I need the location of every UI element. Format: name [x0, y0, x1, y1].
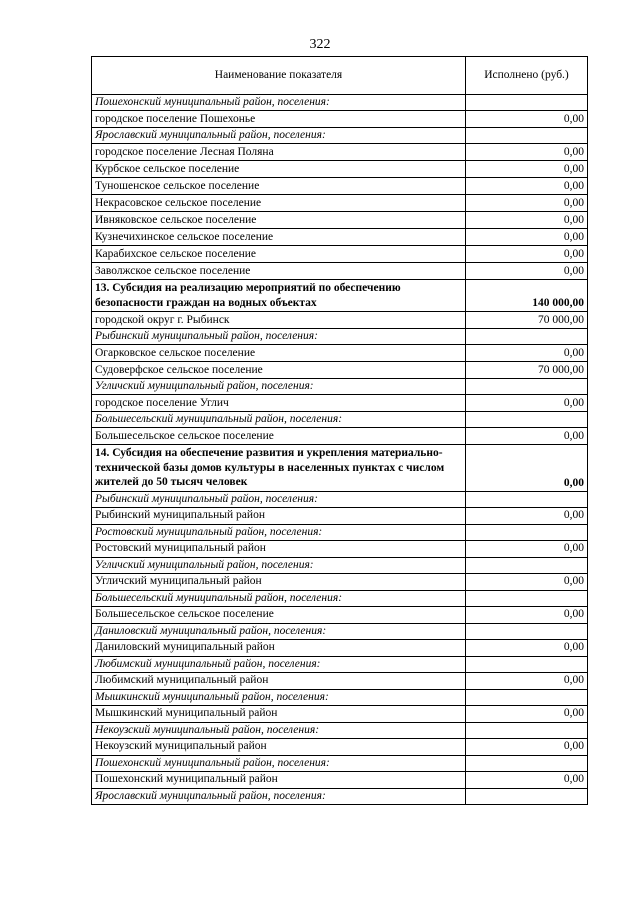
- row-value: 0,00: [466, 771, 588, 788]
- row-value: 0,00: [466, 705, 588, 722]
- row-value: 0,00: [466, 428, 588, 445]
- row-name: 13. Субсидия на реализацию мероприятий по обеспечению безопасности граждан на водных объектах: [92, 280, 466, 312]
- row-value: 0,00: [466, 263, 588, 280]
- row-name: Курбское сельское поселение: [92, 161, 466, 178]
- row-name: Некоузский муниципальный район, поселения:: [92, 722, 466, 738]
- row-name: Ивняковское сельское поселение: [92, 212, 466, 229]
- row-value: [466, 95, 588, 111]
- row-name: Туношенское сельское поселение: [92, 178, 466, 195]
- row-name: Огарковское сельское поселение: [92, 345, 466, 362]
- row-name: Рыбинский муниципальный район, поселения:: [92, 491, 466, 507]
- row-value: 0,00: [466, 229, 588, 246]
- row-value: [466, 491, 588, 507]
- table-row: [92, 345, 588, 362]
- row-value: [466, 689, 588, 705]
- table-row: [92, 738, 588, 755]
- table-row: [92, 212, 588, 229]
- row-value: 0,00: [466, 639, 588, 656]
- row-value: 0,00: [466, 161, 588, 178]
- row-value: 70 000,00: [466, 362, 588, 379]
- table-row: [92, 672, 588, 689]
- report-table: [91, 56, 588, 805]
- table-row: [92, 178, 588, 195]
- group-row: [92, 379, 588, 395]
- row-name: Угличский муниципальный район, поселения:: [92, 379, 466, 395]
- group-row: [92, 623, 588, 639]
- row-value: [466, 329, 588, 345]
- row-value: 140 000,00: [466, 280, 588, 312]
- row-name: Большесельское сельское поселение: [92, 606, 466, 623]
- row-value: [466, 590, 588, 606]
- row-value: [466, 656, 588, 672]
- row-value: 0,00: [466, 606, 588, 623]
- group-row: [92, 128, 588, 144]
- row-name: Некоузский муниципальный район: [92, 738, 466, 755]
- table-row: [92, 540, 588, 557]
- row-value: [466, 788, 588, 804]
- row-value: 0,00: [466, 212, 588, 229]
- group-row: [92, 524, 588, 540]
- row-name: городской округ г. Рыбинск: [92, 312, 466, 329]
- row-name: Пошехонский муниципальный район: [92, 771, 466, 788]
- row-name: Мышкинский муниципальный район, поселения:: [92, 689, 466, 705]
- row-value: 0,00: [466, 507, 588, 524]
- table-row: [92, 362, 588, 379]
- row-value: 70 000,00: [466, 312, 588, 329]
- row-name: Мышкинский муниципальный район: [92, 705, 466, 722]
- row-value: 0,00: [466, 738, 588, 755]
- group-row: [92, 557, 588, 573]
- row-value: [466, 722, 588, 738]
- row-value: 0,00: [466, 111, 588, 128]
- row-name: Ярославский муниципальный район, поселения:: [92, 128, 466, 144]
- row-value: [466, 557, 588, 573]
- row-name: Ярославский муниципальный район, поселения:: [92, 788, 466, 804]
- group-row: [92, 329, 588, 345]
- table-row: [92, 428, 588, 445]
- table-row: [92, 312, 588, 329]
- row-value: 0,00: [466, 540, 588, 557]
- group-row: [92, 491, 588, 507]
- row-value: [466, 128, 588, 144]
- row-name: Карабихское сельское поселение: [92, 246, 466, 263]
- table-row: [92, 111, 588, 128]
- row-name: Любимский муниципальный район: [92, 672, 466, 689]
- row-name: Кузнечихинское сельское поселение: [92, 229, 466, 246]
- section-row: [92, 445, 588, 492]
- row-name: Любимский муниципальный район, поселения:: [92, 656, 466, 672]
- row-name: Угличский муниципальный район: [92, 573, 466, 590]
- table-row: [92, 161, 588, 178]
- header-value-column: Исполнено (руб.): [466, 57, 588, 95]
- row-value: 0,00: [466, 395, 588, 412]
- table-row: [92, 771, 588, 788]
- row-name: Ростовский муниципальный район, поселения:: [92, 524, 466, 540]
- row-value: 0,00: [466, 445, 588, 492]
- row-value: 0,00: [466, 144, 588, 161]
- row-value: [466, 755, 588, 771]
- row-name: Некрасовское сельское поселение: [92, 195, 466, 212]
- page-number: 322: [309, 37, 331, 52]
- section-row: [92, 280, 588, 312]
- table-row: [92, 507, 588, 524]
- table-row: [92, 573, 588, 590]
- group-row: [92, 755, 588, 771]
- row-name: Пошехонский муниципальный район, поселения:: [92, 755, 466, 771]
- row-value: 0,00: [466, 195, 588, 212]
- row-name: Пошехонский муниципальный район, поселения:: [92, 95, 466, 111]
- row-value: 0,00: [466, 178, 588, 195]
- row-name: городское поселение Пошехонье: [92, 111, 466, 128]
- group-row: [92, 656, 588, 672]
- row-name: городское поселение Углич: [92, 395, 466, 412]
- row-name: Судоверфское сельское поселение: [92, 362, 466, 379]
- row-name: Угличский муниципальный район, поселения:: [92, 557, 466, 573]
- table-row: [92, 195, 588, 212]
- row-value: [466, 524, 588, 540]
- row-name: Заволжское сельское поселение: [92, 263, 466, 280]
- row-name: городское поселение Лесная Поляна: [92, 144, 466, 161]
- row-name: Рыбинский муниципальный район, поселения:: [92, 329, 466, 345]
- row-value: [466, 623, 588, 639]
- table-body: [92, 95, 588, 805]
- row-name: Даниловский муниципальный район: [92, 639, 466, 656]
- group-row: [92, 722, 588, 738]
- table-row: [92, 705, 588, 722]
- group-row: [92, 95, 588, 111]
- table-row: [92, 246, 588, 263]
- row-value: [466, 412, 588, 428]
- table-row: [92, 606, 588, 623]
- row-name: Даниловский муниципальный район, поселения:: [92, 623, 466, 639]
- row-value: 0,00: [466, 573, 588, 590]
- group-row: [92, 412, 588, 428]
- row-name: Большесельское сельское поселение: [92, 428, 466, 445]
- row-value: 0,00: [466, 246, 588, 263]
- row-value: 0,00: [466, 672, 588, 689]
- row-name: Большесельский муниципальный район, поселения:: [92, 590, 466, 606]
- header-name-column: Наименование показателя: [92, 57, 466, 95]
- row-value: [466, 379, 588, 395]
- group-row: [92, 788, 588, 804]
- table-row: [92, 229, 588, 246]
- group-row: [92, 689, 588, 705]
- row-name: Большесельский муниципальный район, поселения:: [92, 412, 466, 428]
- row-name: Рыбинский муниципальный район: [92, 507, 466, 524]
- table-row: [92, 144, 588, 161]
- row-value: 0,00: [466, 345, 588, 362]
- table-row: [92, 263, 588, 280]
- row-name: 14. Субсидия на обеспечение развития и укрепления материально-технической базы домов культуры в населенных пунктах с числом жителей до 50 тысяч человек: [92, 445, 466, 492]
- row-name: Ростовский муниципальный район: [92, 540, 466, 557]
- table-header-row: [92, 57, 588, 95]
- group-row: [92, 590, 588, 606]
- table-row: [92, 395, 588, 412]
- table-row: [92, 639, 588, 656]
